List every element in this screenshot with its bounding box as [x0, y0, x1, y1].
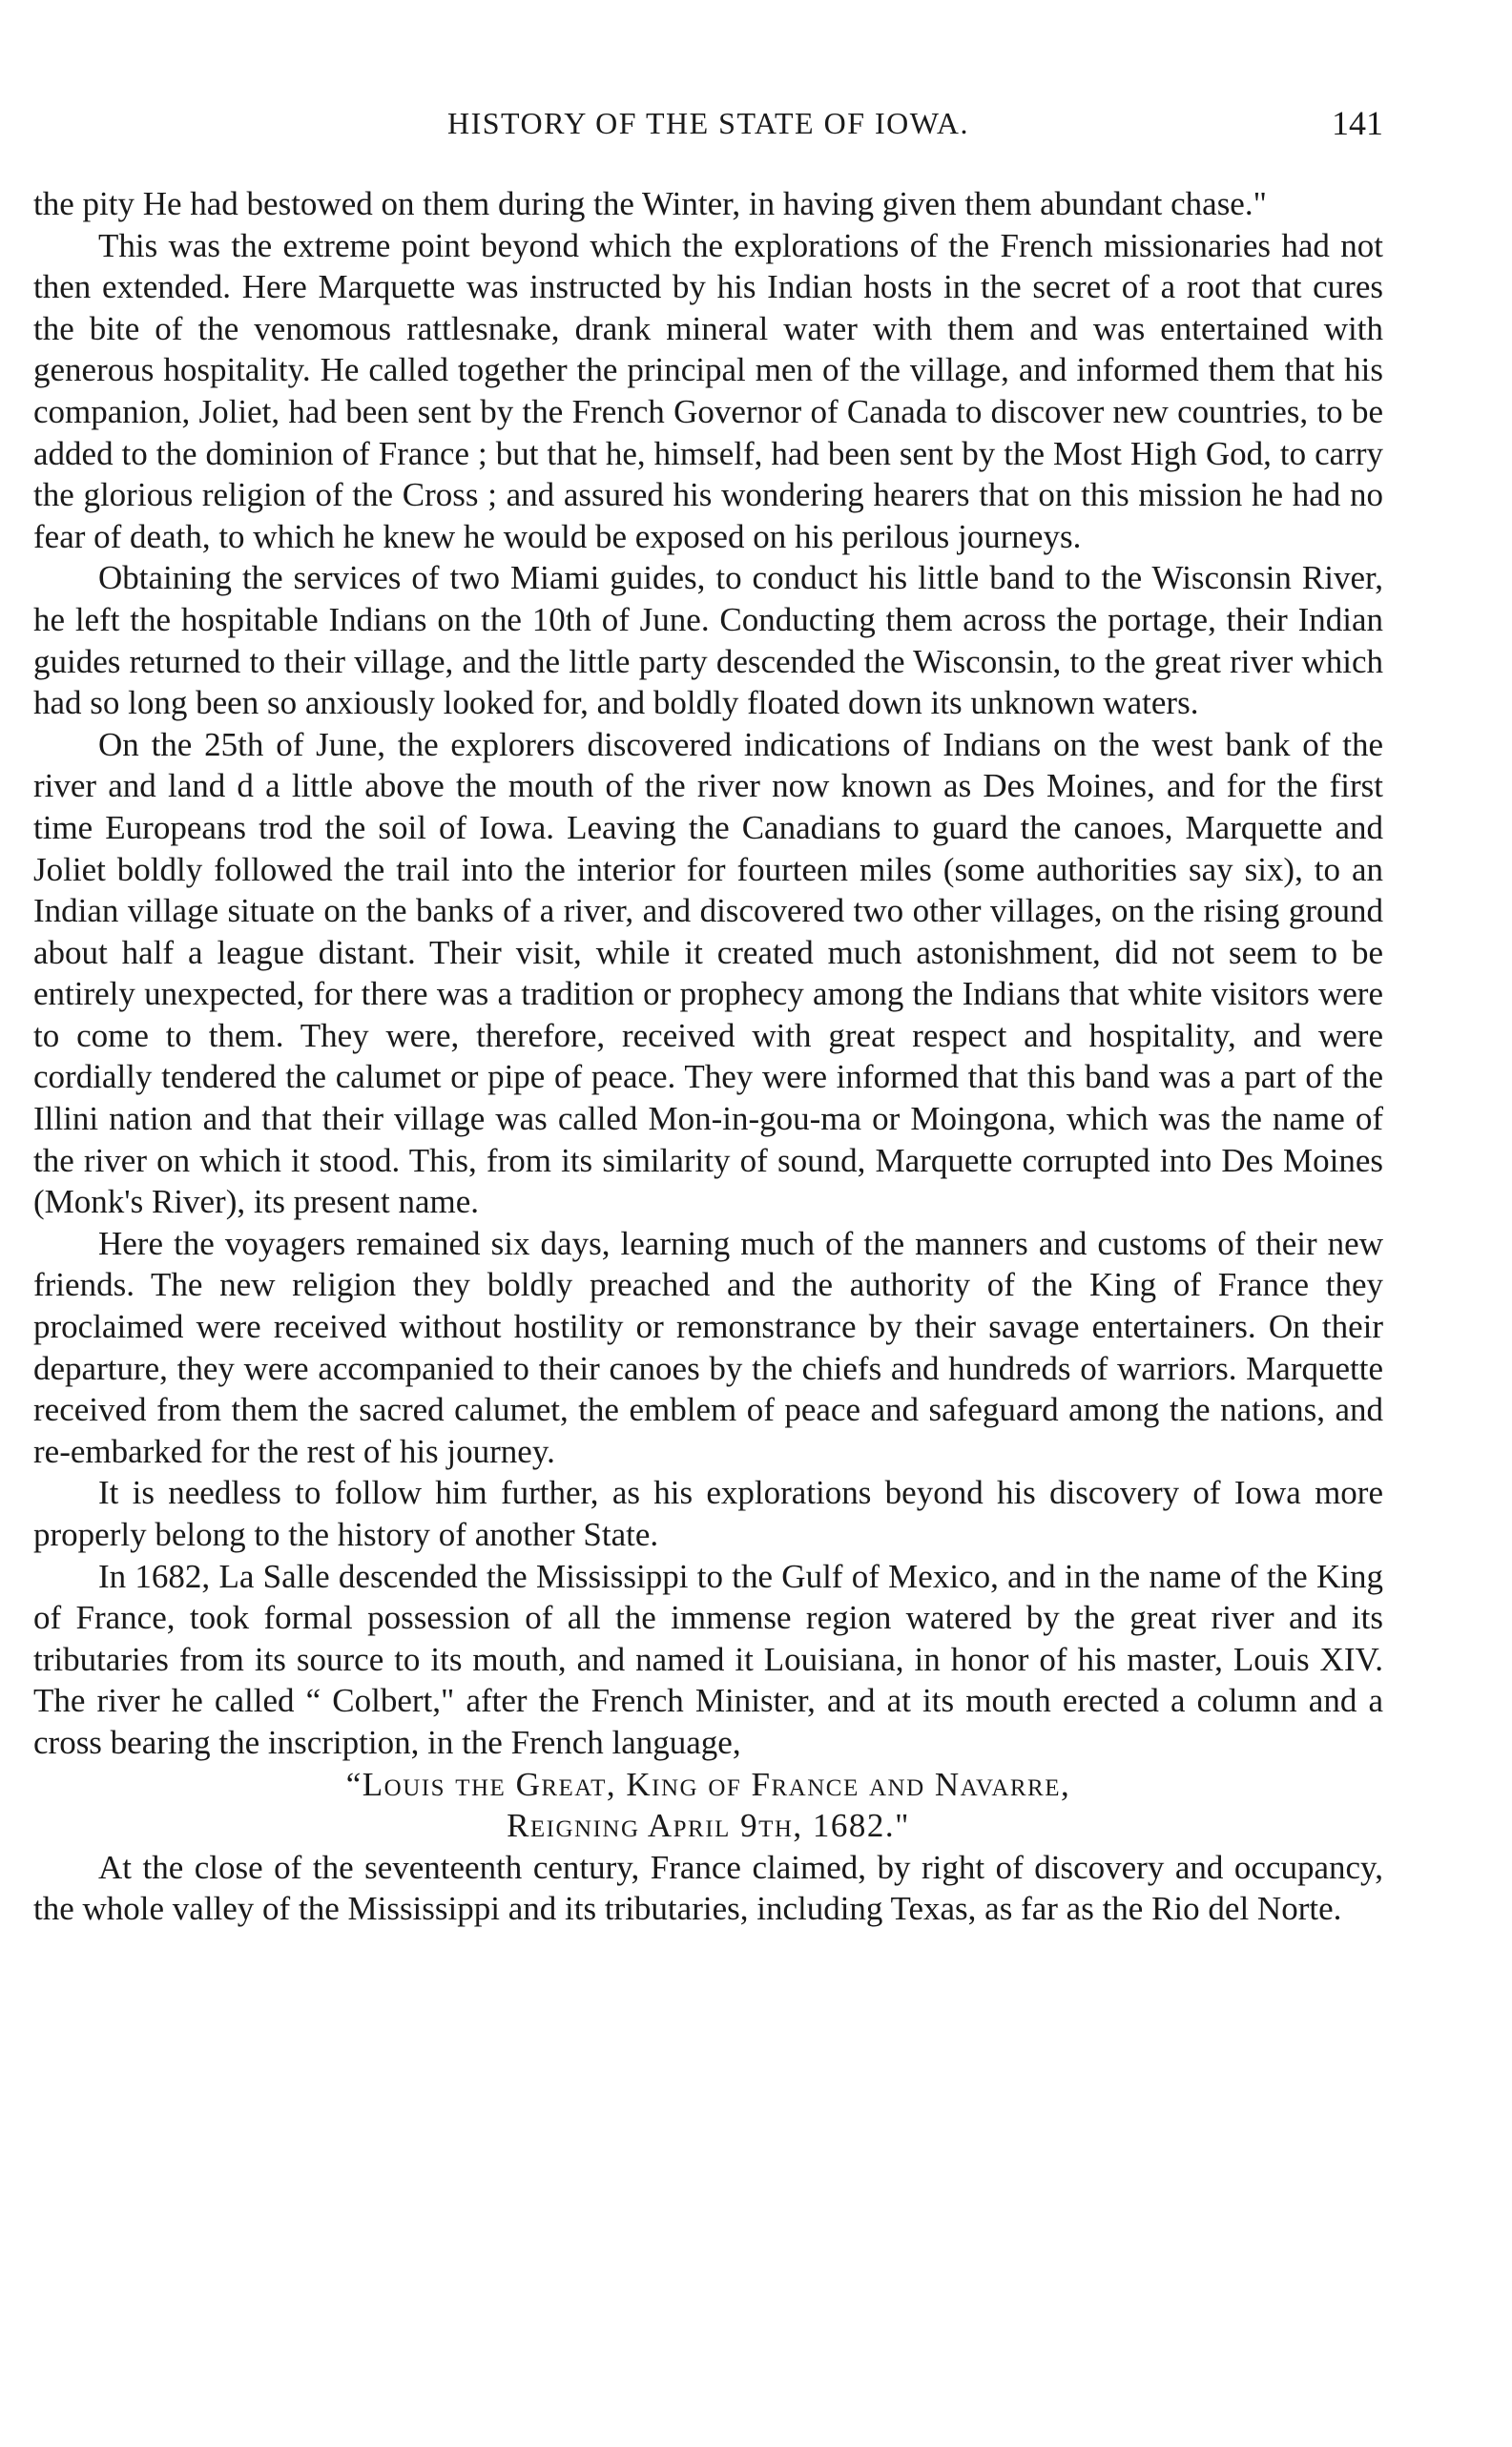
inscription-line: Reigning April 9th, 1682." [507, 1807, 910, 1845]
page-number: 141 [1332, 104, 1383, 142]
running-title: HISTORY OF THE STATE OF IOWA. [446, 106, 970, 140]
paragraph-la-salle: In 1682, La Salle descended the Mississippi to the Gulf of Mexico, and in the name of the King of France, took formal possession of all the immense region watered by the great river and its tributaries from its source to its mouth, and named it Louisiana, in honor of his master, Louis XIV. The river he called “ Colbert," after the French Minister, and at its mouth erected a column and a cross bearing the inscription, in the French language, [33, 1557, 1383, 1761]
inscription-quote [33, 1764, 1383, 1847]
inscription-line: “Louis the Great, King of France and Navarre, [345, 1765, 1071, 1803]
paragraph-voyagers-remained: Here the voyagers remained six days, learning much of the manners and customs of their new friends. The new religion they boldly preached and the authority of the King of France they proclaimed were received without hostility or remonstrance by their savage entertainers. On their departure, they were accompanied to their canoes by the chiefs and hundreds of warriors. Marquette received from them the sacred calumet, the emblem of peace and safeguard among the nations, and re-embarked for the rest of his journey. [33, 1224, 1383, 1470]
running-head [33, 99, 1383, 147]
paragraph-miami-guides: Obtaining the services of two Miami guides, to conduct his little band to the Wisconsin River, he left the hospitable Indians on the 10th of June. Conducting them across the portage, their Indian guides returned to their village, and the little party descended the Wisconsin, to the great river which had so long been so anxiously looked for, and boldly floated down its unknown waters. [33, 559, 1383, 722]
body-text [33, 183, 1383, 1930]
paragraph-needless-to-follow: It is needless to follow him further, as his explorations beyond his discovery of Iowa more properly belong to the history of another State. [33, 1474, 1383, 1553]
paragraph-extreme-point: This was the extreme point beyond which the explorations of the French missionaries had not then extended. Here Marquette was instructed by his Indian hosts in the secret of a root that cures the bite of the venomous rattlesnake, drank mineral water with them and was entertained with generous hospitality. He called together the principal men of the village, and informed them that his companion, Joliet, had been sent by the French Governor of Canada to discover new countries, to be added to the dominion of France ; but that he, himself, had been sent by the Most High God, to carry the glorious religion of the Cross ; and assured his wondering hearers that on this mission he had no fear of death, to which he knew he would be exposed on his perilous journeys. [33, 226, 1383, 555]
paragraph-closing: At the close of the seventeenth century, France claimed, by right of discovery and occupancy, the whole valley of the Mississippi and its tributaries, including Texas, as far as the Rio del Norte. [33, 1848, 1383, 1928]
paragraph-continuation: the pity He had bestowed on them during the Winter, in having given them abundant chase." [33, 185, 1267, 222]
paragraph-landing-iowa: On the 25th of June, the explorers discovered indications of Indians on the west bank of the river and land d a little above the mouth of the river now known as Des Moines, and for the first time Europeans trod the soil of Iowa. Leaving the Canadians to guard the canoes, Marquette and Joliet boldly followed the trail into the interior for fourteen miles (some authorities say six), to an Indian village situate on the banks of a river, and discovered two other villages, on the rising ground about half a league distant. Their visit, while it created much astonishment, did not seem to be entirely unexpected, for there was a tradition or prophecy among the Indians that white visitors were to come to them. They were, therefore, received with great respect and hospitality, and were cordially tendered the calumet or pipe of peace. They were informed that this band was a part of the Illini nation and that their village was called Mon-in-gou-ma or Moingona, which was the name of the river on which it stood. This, from its similarity of sound, Marquette corrupted into Des Moines (Monk's River), its present name. [33, 725, 1383, 1221]
